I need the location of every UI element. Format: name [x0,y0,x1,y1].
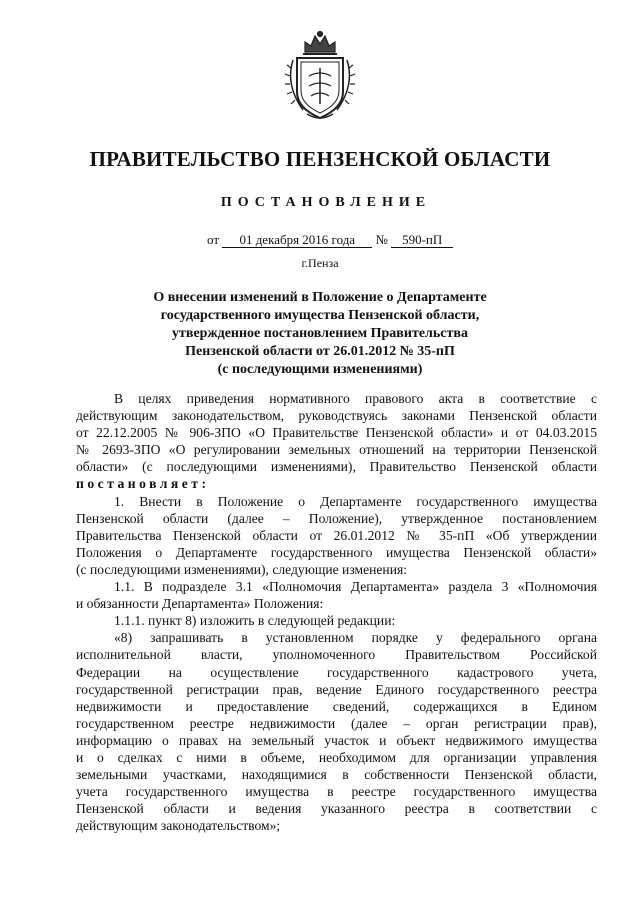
body-line: исполнительной власти, уполномоченного Правительством Российской [76,647,597,663]
city-name: г.Пенза [301,256,339,270]
body-line: информацию о правах на земельный участок и объект недвижимого имущества [76,732,597,748]
body-line: действующим законодательством, руководствуясь законами Пензенской области [76,408,597,424]
body-line: Положения о Департаменте государственного имущества Пензенской области» [76,544,597,560]
document-type: ПОСТАНОВЛЕНИЕ [220,195,432,210]
body-line: земельными участками, находящимися в собственности Пензенской области, [76,767,597,783]
document-date: 01 декабря 2016 года [222,232,372,248]
heading-line: О внесении изменений в Положение о Департаменте [153,290,487,305]
body-line: № 2693-ЗПО «О регулировании земельных отношений на территории Пензенской [76,442,597,458]
body-line: Пензенской области и ведения указанного реестра в соответствии с [76,801,597,817]
document-heading [110,289,530,379]
number-sign: № [375,232,388,247]
body-line: В целях приведения нормативного правового акта в соответствие с [114,391,597,406]
body-line: действующим законодательством»; [76,818,281,834]
body-line: государственной регистрации прав, ведение Единого государственного реестра [76,681,597,697]
document-body [76,390,597,834]
body-line: Пензенской области (далее – Положение), утвержденное постановлением [76,510,597,526]
date-number-line [207,232,453,248]
body-line: и обязанности Департамента» Положения: [76,596,324,612]
coat-of-arms-emblem [283,30,357,122]
body-line: Федерации на осуществление государственного кадастрового учета, [76,664,597,680]
body-line: государственном реестре недвижимости (далее – орган регистрации прав), [76,715,597,731]
heading-line: государственного имущества Пензенской области, [160,308,480,323]
body-line: 1. Внести в Положение о Департаменте государственного имущества [114,493,597,509]
heading-line: Пензенской области от 26.01.2012 № 35-пП [185,344,455,359]
date-prefix: от [207,232,220,247]
heading-line: утвержденное постановлением Правительства [172,326,468,341]
body-line: «8) запрашивать в установленном порядке у федерального органа [114,630,597,646]
body-line: 1.1.1. пункт 8) изложить в следующей редакции: [114,613,396,629]
body-line: (с последующими изменениями), следующие изменения: [76,561,408,577]
body-line: и о сделках с ними в объеме, необходимом для организации управления [76,749,597,765]
body-line: от 22.12.2005 № 906-ЗПО «О Правительстве Пензенской области» и от 04.03.2015 [76,425,597,441]
body-line: учета государственного имущества в реестре государственного имущества [76,784,597,800]
document-number: 590-пП [391,232,453,248]
body-line: недвижимости и предоставление сведений, содержащихся в Едином [76,698,597,714]
body-line: 1.1. В подразделе 3.1 «Полномочия Департамента» раздела 3 «Полномочия [114,579,597,595]
government-title: ПРАВИТЕЛЬСТВО ПЕНЗЕНСКОЙ ОБЛАСТИ [89,147,551,171]
resolution-word: постановляет: [76,476,210,492]
heading-line: (с последующими изменениями) [217,362,423,377]
body-line: Правительства Пензенской области от 26.01.2012 № 35-пП «Об утверждении [76,527,597,543]
body-line: области» (с последующими изменениями), Правительство Пензенской области [76,459,597,475]
